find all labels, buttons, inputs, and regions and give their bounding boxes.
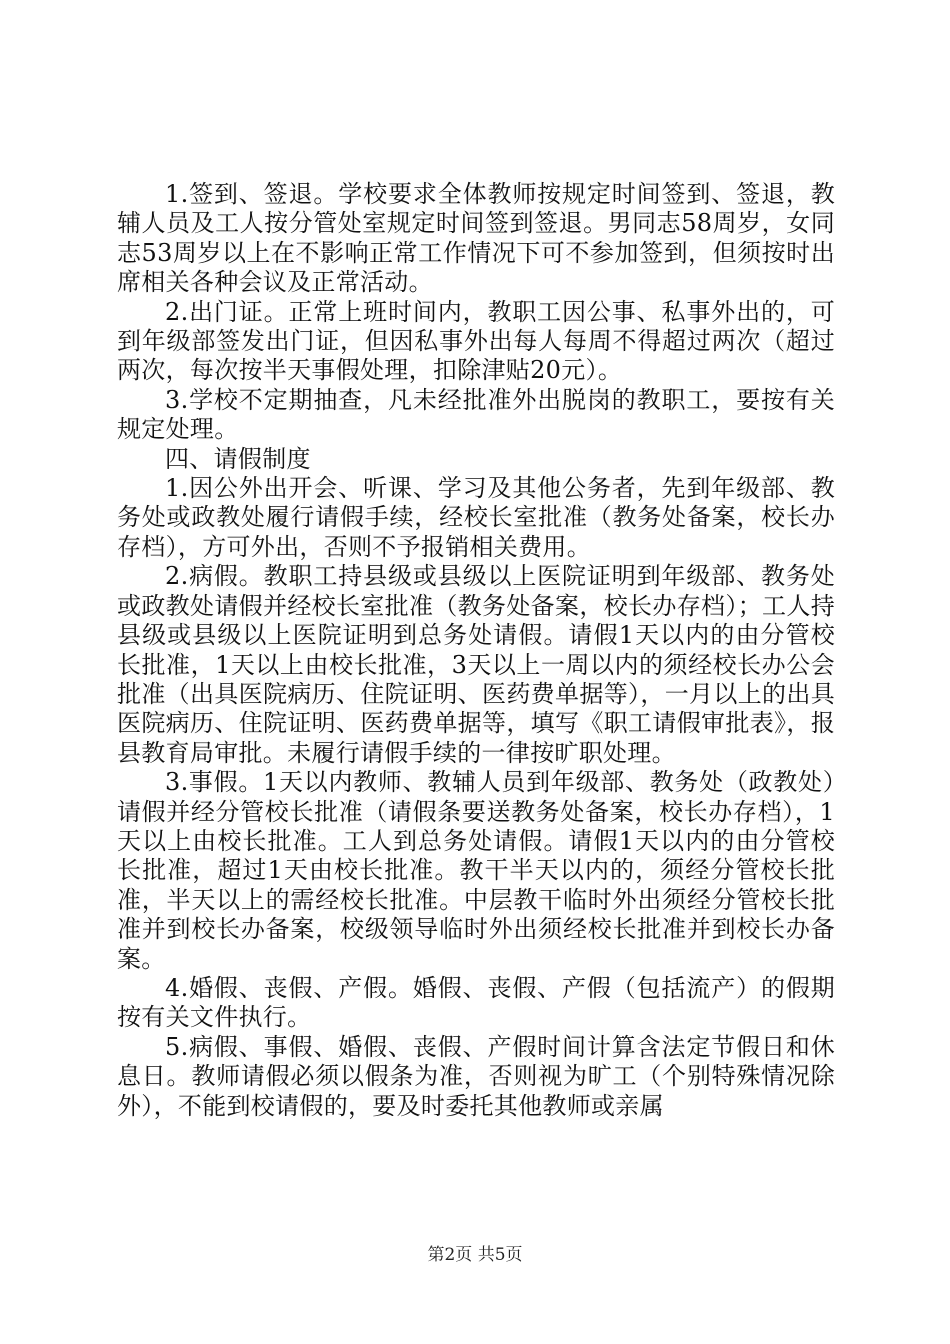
paragraph-exit-pass: 2.出门证。正常上班时间内，教职工因公事、私事外出的，可到年级部签发出门证，但因私事外出每人每周不得超过两次（超过两次，每次按半天事假处理，扣除津贴20元）。 xyxy=(117,297,835,385)
document-body xyxy=(117,180,835,1121)
paragraph-leave-calculation: 5.病假、事假、婚假、丧假、产假时间计算含法定节假日和休息日。教师请假必须以假条为准，否则视为旷工（个别特殊情况除外），不能到校请假的，要及时委托其他教师或亲属 xyxy=(117,1032,835,1120)
paragraph-sign-in: 1.签到、签退。学校要求全体教师按规定时间签到、签退，教辅人员及工人按分管处室规定时间签到签退。男同志58周岁，女同志53周岁以上在不影响正常工作情况下可不参加签到，但须按时出席相关各种会议及正常活动。 xyxy=(117,180,835,297)
paragraph-sick-leave: 2.病假。教职工持县级或县级以上医院证明到年级部、教务处或政教处请假并经校长室批准（教务处备案，校长办存档）；工人持县级或县级以上医院证明到总务处请假。请假1天以内的由分管校长批准，1天以上由校长批准，3天以上一周以内的须经校长办公会批准（出具医院病历、住院证明、医药费单据等），一月以上的出具医院病历、住院证明、医药费单据等，填写《职工请假审批表》，报县教育局审批。未履行请假手续的一律按旷职处理。 xyxy=(117,562,835,767)
paragraph-official-leave: 1.因公外出开会、听课、学习及其他公务者，先到年级部、教务处或政教处履行请假手续，经校长室批准（教务处备案，校长办存档），方可外出，否则不予报销相关费用。 xyxy=(117,474,835,561)
section-heading-leave-system: 四、请假制度 xyxy=(165,444,311,473)
page-number-footer: 第2页 共5页 xyxy=(427,1245,523,1265)
paragraph-spot-check: 3.学校不定期抽查，凡未经批准外出脱岗的教职工，要按有关规定处理。 xyxy=(117,385,835,444)
paragraph-personal-leave: 3.事假。1天以内教师、教辅人员到年级部、教务处（政教处）请假并经分管校长批准（请假条要送教务处备案，校长办存档），1天以上由校长批准。工人到总务处请假。请假1天以内的由分管校长批准，超过1天由校长批准。教干半天以内的，须经分管校长批准，半天以上的需经校长批准。中层教干临时外出须经分管校长批准并到校长办备案，校级领导临时外出须经校长批准并到校长办备案。 xyxy=(117,768,835,973)
paragraph-marriage-funeral-maternity: 4.婚假、丧假、产假。婚假、丧假、产假（包括流产）的假期按有关文件执行。 xyxy=(117,973,835,1032)
